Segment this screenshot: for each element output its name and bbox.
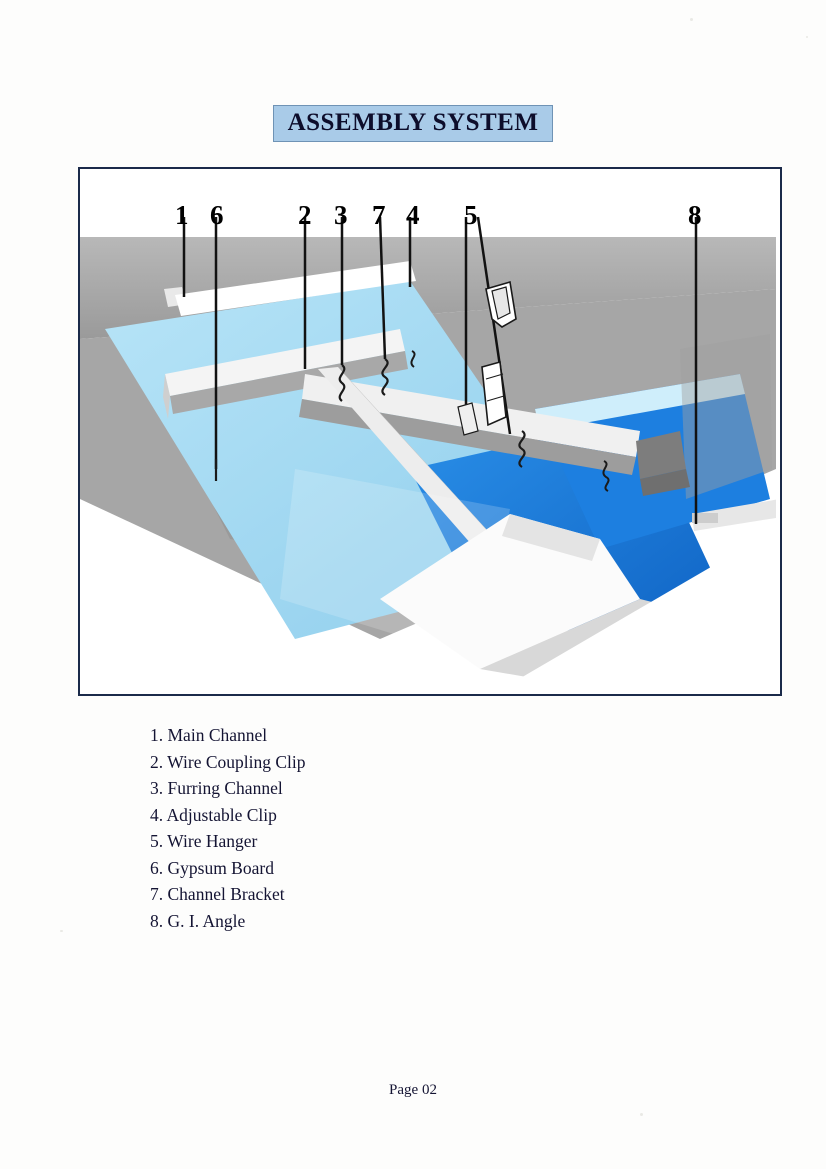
callout-number-3: 3	[334, 200, 348, 230]
paper-speck	[806, 36, 808, 38]
callout-number-8: 8	[688, 200, 702, 230]
assembly-diagram	[78, 167, 782, 696]
page-title: ASSEMBLY SYSTEM	[273, 105, 554, 142]
callout-number-5: 5	[464, 200, 478, 230]
paper-speck	[640, 1113, 643, 1116]
paper-speck	[690, 18, 693, 21]
legend-item-6: 6. Gypsum Board	[150, 857, 274, 878]
page-title-container	[0, 105, 826, 142]
callout-number-4: 4	[406, 200, 420, 230]
legend-item-2: 2. Wire Coupling Clip	[150, 751, 306, 772]
legend-list	[150, 722, 580, 934]
legend-item-7: 7. Channel Bracket	[150, 884, 285, 904]
callout-number-2: 2	[298, 200, 312, 230]
legend-item-1: 1. Main Channel	[150, 725, 268, 745]
legend-item-4: 4. Adjustable Clip	[150, 804, 277, 825]
callout-number-6: 6	[210, 200, 224, 230]
paper-speck	[60, 930, 63, 932]
callout-number-7: 7	[372, 200, 386, 230]
assembly-diagram-svg	[80, 169, 776, 690]
callout-number-1: 1	[175, 200, 189, 230]
legend-item-5: 5. Wire Hanger	[150, 831, 258, 851]
legend-item-8: 8. G. I. Angle	[150, 910, 246, 931]
legend-item-3: 3. Furring Channel	[150, 778, 283, 798]
page-footer: Page 02	[389, 1082, 437, 1098]
